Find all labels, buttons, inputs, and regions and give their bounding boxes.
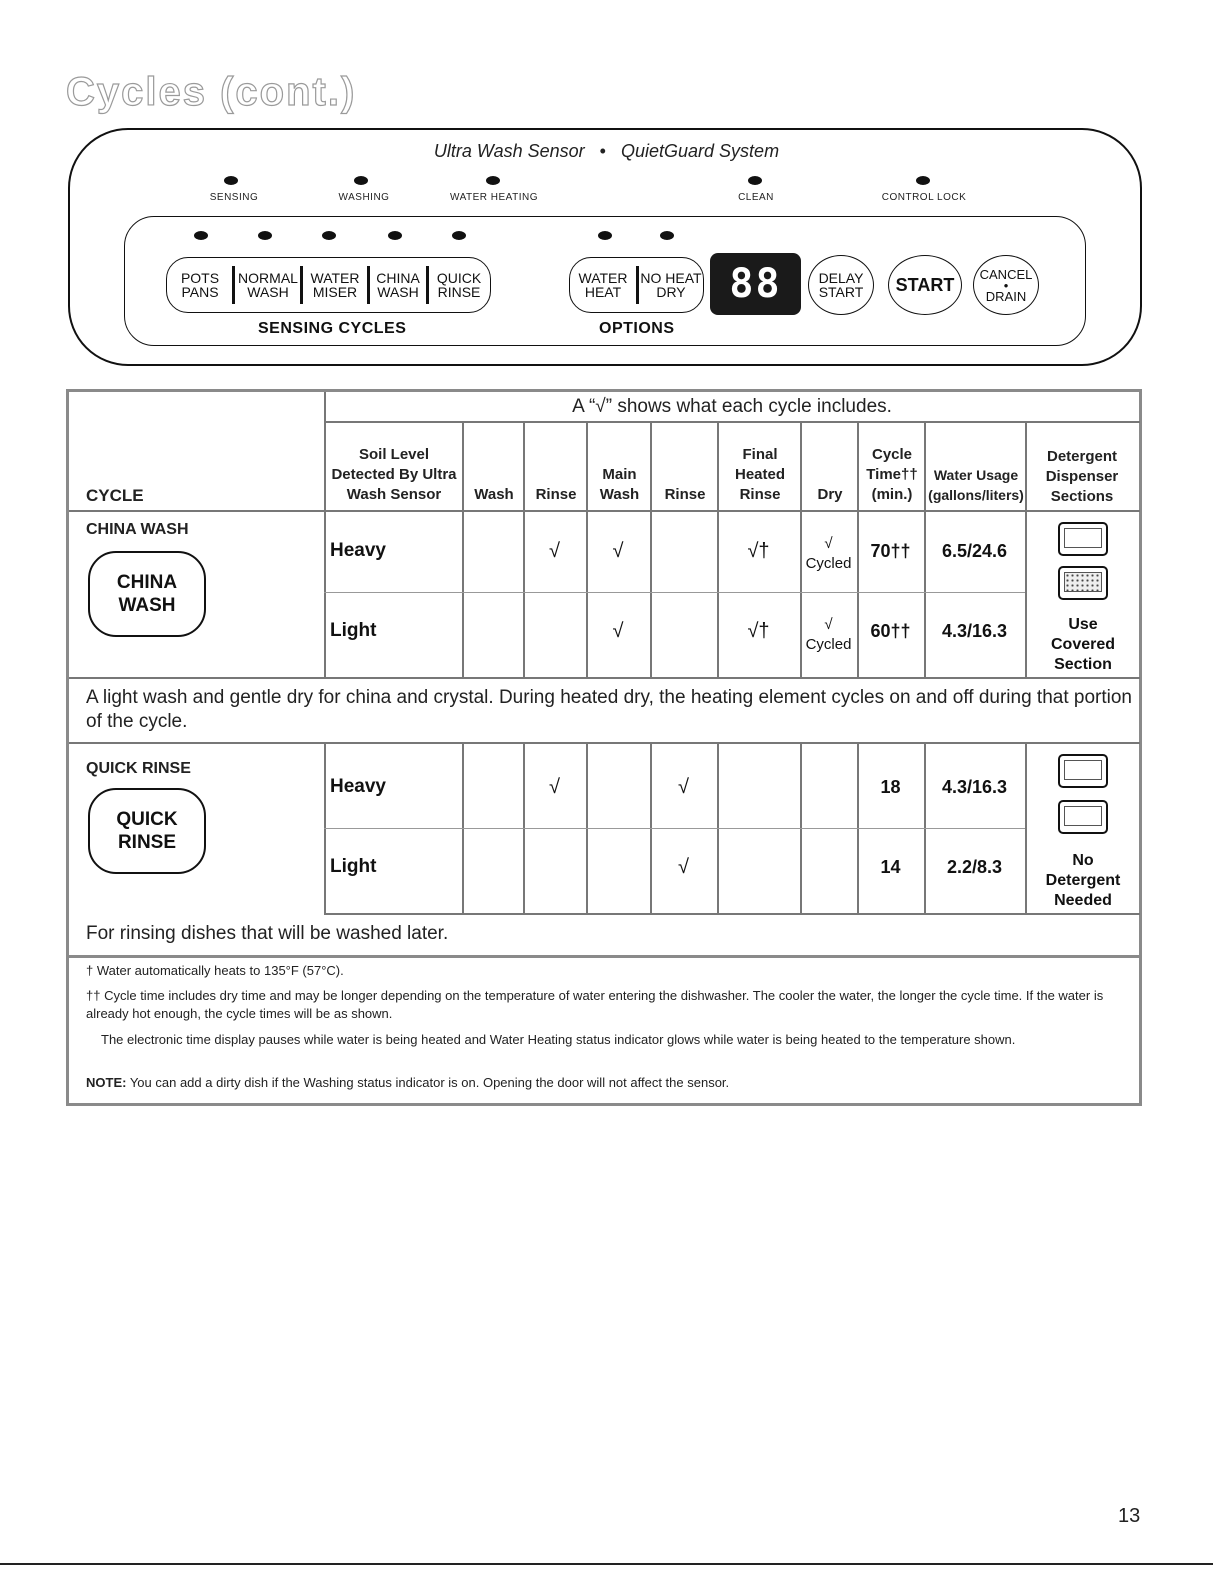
dispenser-closed-icon: [1058, 754, 1108, 788]
note-text: You can add a dirty dish if the Washing status indicator is on. Opening the door will not affect the sensor.: [126, 1075, 730, 1090]
china-wash-led: [388, 231, 402, 240]
dry-header: Dry: [817, 486, 843, 503]
water-heat-button[interactable]: WATER HEAT: [578, 270, 628, 300]
status-label-washing: WASHING: [338, 192, 390, 203]
water-miser-button[interactable]: WATER MISER: [310, 270, 360, 300]
footnote-dagger: † Water automatically heats to 135°F (57°C).: [86, 963, 344, 978]
sensing-led: [224, 176, 238, 185]
status-label-sensing: SENSING: [209, 192, 259, 203]
china-heavy-rinse: √: [549, 540, 560, 562]
quick-light-rinse2: √: [678, 856, 689, 878]
page-title: Cycles (cont.): [66, 70, 357, 114]
china-heavy-time: 70††: [870, 541, 911, 561]
pots-pans-button[interactable]: POTS PANS: [180, 270, 220, 300]
dispenser-covered-icon: [1058, 566, 1108, 600]
footnote-double-dagger: †† Cycle time includes dry time and may be longer depending on the temperature of water entering the dishwasher. The cooler the water, the longer the cycle time. If the water is already hot enough, the cycle times will be as shown.: [86, 988, 1104, 1021]
note-label: NOTE:: [86, 1075, 127, 1090]
panel-brand: [0, 141, 1213, 162]
china-light-dry-check: √: [824, 616, 833, 633]
water-heating-led: [486, 176, 500, 185]
delay-start-button[interactable]: DELAY START: [808, 255, 874, 315]
footnote-display: The electronic time display pauses while water is being heated and Water Heating status indicator glows while water is being heated to the temperature shown.: [101, 1032, 1016, 1047]
status-label-water-heating: WATER HEATING: [450, 192, 538, 203]
china-light-water: 4.3/16.3: [941, 621, 1008, 641]
china-wash-title: CHINA WASH: [86, 521, 189, 538]
cancel-drain-button[interactable]: CANCEL • DRAIN: [973, 255, 1039, 315]
normal-wash-button[interactable]: NORMAL WASH: [238, 270, 298, 300]
china-detergent-note: Use Covered Section: [1050, 616, 1116, 673]
option-buttons: [569, 257, 704, 313]
water-heat-led: [598, 231, 612, 240]
sensing-cycle-buttons: [166, 257, 491, 313]
detergent-header: Detergent Dispenser Sections: [1045, 448, 1119, 505]
quick-heavy-soil: Heavy: [330, 776, 386, 797]
start-button[interactable]: START: [888, 255, 962, 315]
no-heat-dry-button[interactable]: NO HEAT DRY: [640, 270, 702, 300]
cycle-column-header: CYCLE: [86, 486, 144, 505]
dispenser-open-icon: [1058, 800, 1108, 834]
quick-rinse-description: For rinsing dishes that will be washed later.: [86, 923, 449, 944]
main-wash-header: Main Wash: [599, 466, 640, 503]
brand-ultra-wash: Ultra Wash Sensor: [433, 141, 585, 161]
china-heavy-water: 6.5/24.6: [941, 541, 1008, 561]
clean-led: [748, 176, 762, 185]
cycle-time-header: Cycle Time†† (min.): [866, 446, 918, 503]
quick-heavy-rinse: √: [549, 776, 560, 798]
quick-detergent-note: No Detergent Needed: [1045, 852, 1121, 909]
no-heat-dry-led: [660, 231, 674, 240]
quick-rinse-cycle-button: QUICK RINSE: [88, 788, 206, 874]
china-light-main-wash: √: [612, 620, 624, 642]
china-heavy-dry-cycled: Cycled: [805, 555, 852, 572]
page-number: 13: [1118, 1505, 1141, 1527]
washing-led: [354, 176, 368, 185]
time-display: 88: [710, 253, 801, 315]
china-light-final-rinse: √†: [747, 620, 770, 642]
china-heavy-soil: Heavy: [330, 540, 386, 561]
status-label-control-lock: CONTROL LOCK: [881, 192, 967, 203]
footnote-note: [86, 1074, 1126, 1092]
wash-header: Wash: [474, 486, 514, 503]
china-heavy-main-wash: √: [612, 540, 624, 562]
china-wash-cycle-button: CHINA WASH: [88, 551, 206, 637]
brand-separator: •: [599, 141, 606, 161]
bottom-rule: [0, 1563, 1213, 1565]
options-caption: OPTIONS: [599, 320, 675, 337]
quick-heavy-rinse2: √: [678, 776, 689, 798]
quick-rinse-button[interactable]: QUICK RINSE: [436, 270, 482, 300]
brand-quietguard: QuietGuard System: [621, 141, 780, 161]
quick-rinse-title: QUICK RINSE: [86, 760, 191, 777]
quick-heavy-water: 4.3/16.3: [941, 777, 1008, 797]
quick-light-water: 2.2/8.3: [946, 857, 1003, 877]
rinse2-header: Rinse: [664, 486, 706, 503]
quick-heavy-time: 18: [880, 777, 901, 797]
soil-level-header: Soil Level Detected By Ultra Wash Sensor: [331, 446, 457, 503]
water-usage-header: Water Usage (gallons/liters): [928, 467, 1024, 503]
pots-pans-led: [194, 231, 208, 240]
final-heated-rinse-header: Final Heated Rinse: [734, 446, 786, 503]
china-wash-description: A light wash and gentle dry for china and crystal. During heated dry, the heating element cycles on and off during that portion of the cycle.: [86, 687, 1132, 732]
china-light-time: 60††: [870, 621, 911, 641]
china-light-dry-cycled: Cycled: [805, 636, 852, 653]
china-wash-button[interactable]: CHINA WASH: [376, 270, 420, 300]
china-heavy-dry-check: √: [824, 535, 833, 552]
water-miser-led: [322, 231, 336, 240]
control-lock-led: [916, 176, 930, 185]
rinse-header: Rinse: [535, 486, 577, 503]
status-label-clean: CLEAN: [738, 192, 774, 203]
normal-wash-led: [258, 231, 272, 240]
quick-light-soil: Light: [330, 856, 377, 877]
quick-rinse-led: [452, 231, 466, 240]
quick-light-time: 14: [880, 857, 901, 877]
china-heavy-final-rinse: √†: [747, 540, 770, 562]
china-light-soil: Light: [330, 620, 377, 641]
dispenser-closed-icon: [1058, 522, 1108, 556]
table-legend: A “√” shows what each cycle includes.: [572, 396, 892, 417]
sensing-cycles-caption: SENSING CYCLES: [258, 320, 407, 337]
